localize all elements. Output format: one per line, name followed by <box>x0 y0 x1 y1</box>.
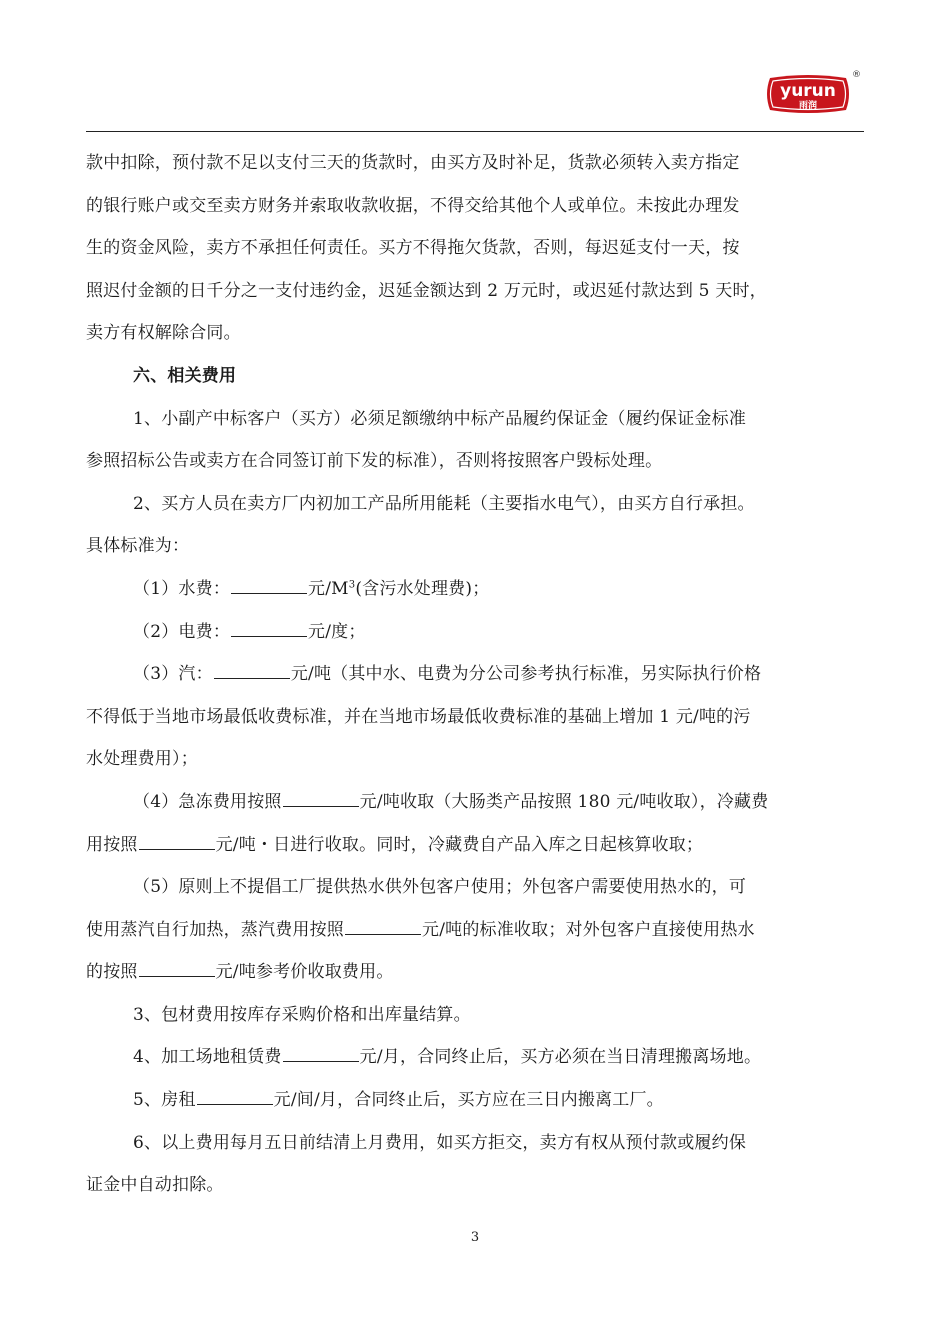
hot-water-fee-text: 元/吨参考价收取费用。 <box>215 962 394 983</box>
water-fee-unit: 元/M <box>308 578 349 599</box>
paragraph-line: 6、以上费用每月五日前结清上月费用，如买方拒交，卖方有权从预付款或履约保 <box>133 1132 747 1153</box>
paragraph-line: 照迟付金额的日千分之一支付违约金，迟延金额达到 2 万元时，或迟延付款达到 5 天时， <box>86 280 767 301</box>
paragraph-line: 2、买方人员在卖方厂内初加工产品所用能耗（主要指水电气），由买方自行承担。 <box>133 493 755 514</box>
room-rent-blank <box>197 1090 273 1105</box>
electricity-fee-unit: 元/度； <box>308 621 366 642</box>
site-rent-text: 元/月，合同终止后，买方必须在当日清理搬离场地。 <box>359 1047 762 1068</box>
room-rent-label: 5、房租 <box>133 1090 196 1111</box>
freeze-fee-blank <box>283 792 359 807</box>
steam-fee-text: 元/吨（其中水、电费为分公司参考执行标准，另实际执行价格 <box>290 664 762 685</box>
paragraph-line: 水处理费用）； <box>86 749 198 770</box>
electricity-fee-line <box>86 616 814 659</box>
steam-heating-fee-label: 使用蒸汽自行加热，蒸汽费用按照 <box>86 919 344 940</box>
site-rent-blank <box>283 1047 359 1062</box>
electricity-fee-blank <box>231 622 307 637</box>
freeze-fee-label: （4）急冻费用按照 <box>133 791 282 812</box>
steam-heating-fee-blank <box>345 920 421 935</box>
water-fee-label: （1）水费： <box>133 578 231 599</box>
section-heading: 六、相关费用 <box>133 365 237 386</box>
steam-fee-line <box>86 658 814 701</box>
room-rent-line <box>86 1084 814 1127</box>
site-rent-label: 4、加工场地租赁费 <box>133 1047 282 1068</box>
yurun-logo <box>764 74 852 114</box>
water-fee-line <box>86 573 814 616</box>
paragraph-line: 1、小副产中标客户（买方）必须足额缴纳中标产品履约保证金（履约保证金标准 <box>133 408 747 429</box>
paragraph-line: （5）原则上不提倡工厂提供热水供外包客户使用；外包客户需要使用热水的，可 <box>133 877 747 898</box>
page-number: 3 <box>470 1230 480 1245</box>
hot-water-fee-line <box>86 956 814 999</box>
steam-fee-label: （3）汽： <box>133 664 213 685</box>
cold-storage-fee-label: 用按照 <box>86 834 138 855</box>
room-rent-text: 元/间/月，合同终止后，买方应在三日内搬离工厂。 <box>273 1090 664 1111</box>
paragraph-line: 3、包材费用按库存采购价格和出库量结算。 <box>133 1004 471 1025</box>
paragraph-line: 证金中自动扣除。 <box>86 1175 224 1196</box>
cold-storage-fee-text: 元/吨・日进行收取。同时，冷藏费自产品入库之日起核算收取； <box>215 834 704 855</box>
document-body <box>86 147 814 1212</box>
hot-water-fee-blank <box>139 962 215 977</box>
steam-fee-blank <box>214 664 290 679</box>
electricity-fee-label: （2）电费： <box>133 621 231 642</box>
cold-storage-fee-line <box>86 829 814 872</box>
paragraph-line: 的银行账户或交至卖方财务并索取收款收据，不得交给其他个人或单位。未按此办理发 <box>86 195 740 216</box>
water-fee-superscript: 3 <box>348 579 356 591</box>
paragraph-line: 具体标准为： <box>86 536 190 557</box>
paragraph-line: 款中扣除，预付款不足以支付三天的货款时，由买方及时补足，货款必须转入卖方指定 <box>86 153 740 173</box>
svg-text:yurun: yurun <box>780 81 836 101</box>
water-fee-note: (含污水处理费)； <box>355 578 490 599</box>
hot-water-fee-label: 的按照 <box>86 962 138 983</box>
steam-heating-fee-text: 元/吨的标准收取；对外包客户直接使用热水 <box>422 919 755 940</box>
paragraph-line: 参照招标公告或卖方在合同签订前下发的标准），否则将按照客户毁标处理。 <box>86 451 663 472</box>
header-rule <box>86 131 864 132</box>
paragraph-line: 生的资金风险，卖方不承担任何责任。买方不得拖欠货款，否则，每迟延支付一天，按 <box>86 238 740 259</box>
registered-mark: ® <box>852 70 861 80</box>
freeze-fee-text: 元/吨收取（大肠类产品按照 180 元/吨收取），冷藏费 <box>359 791 769 812</box>
paragraph-line: 卖方有权解除合同。 <box>86 323 241 344</box>
paragraph-line: 不得低于当地市场最低收费标准，并在当地市场最低收费标准的基础上增加 1 元/吨的污 <box>86 706 751 727</box>
water-fee-blank <box>231 579 307 594</box>
cold-storage-fee-blank <box>139 835 215 850</box>
svg-text:雨润: 雨润 <box>798 101 818 111</box>
steam-heating-fee-line <box>86 914 814 957</box>
freeze-fee-line <box>86 786 814 829</box>
site-rent-line <box>86 1041 814 1084</box>
